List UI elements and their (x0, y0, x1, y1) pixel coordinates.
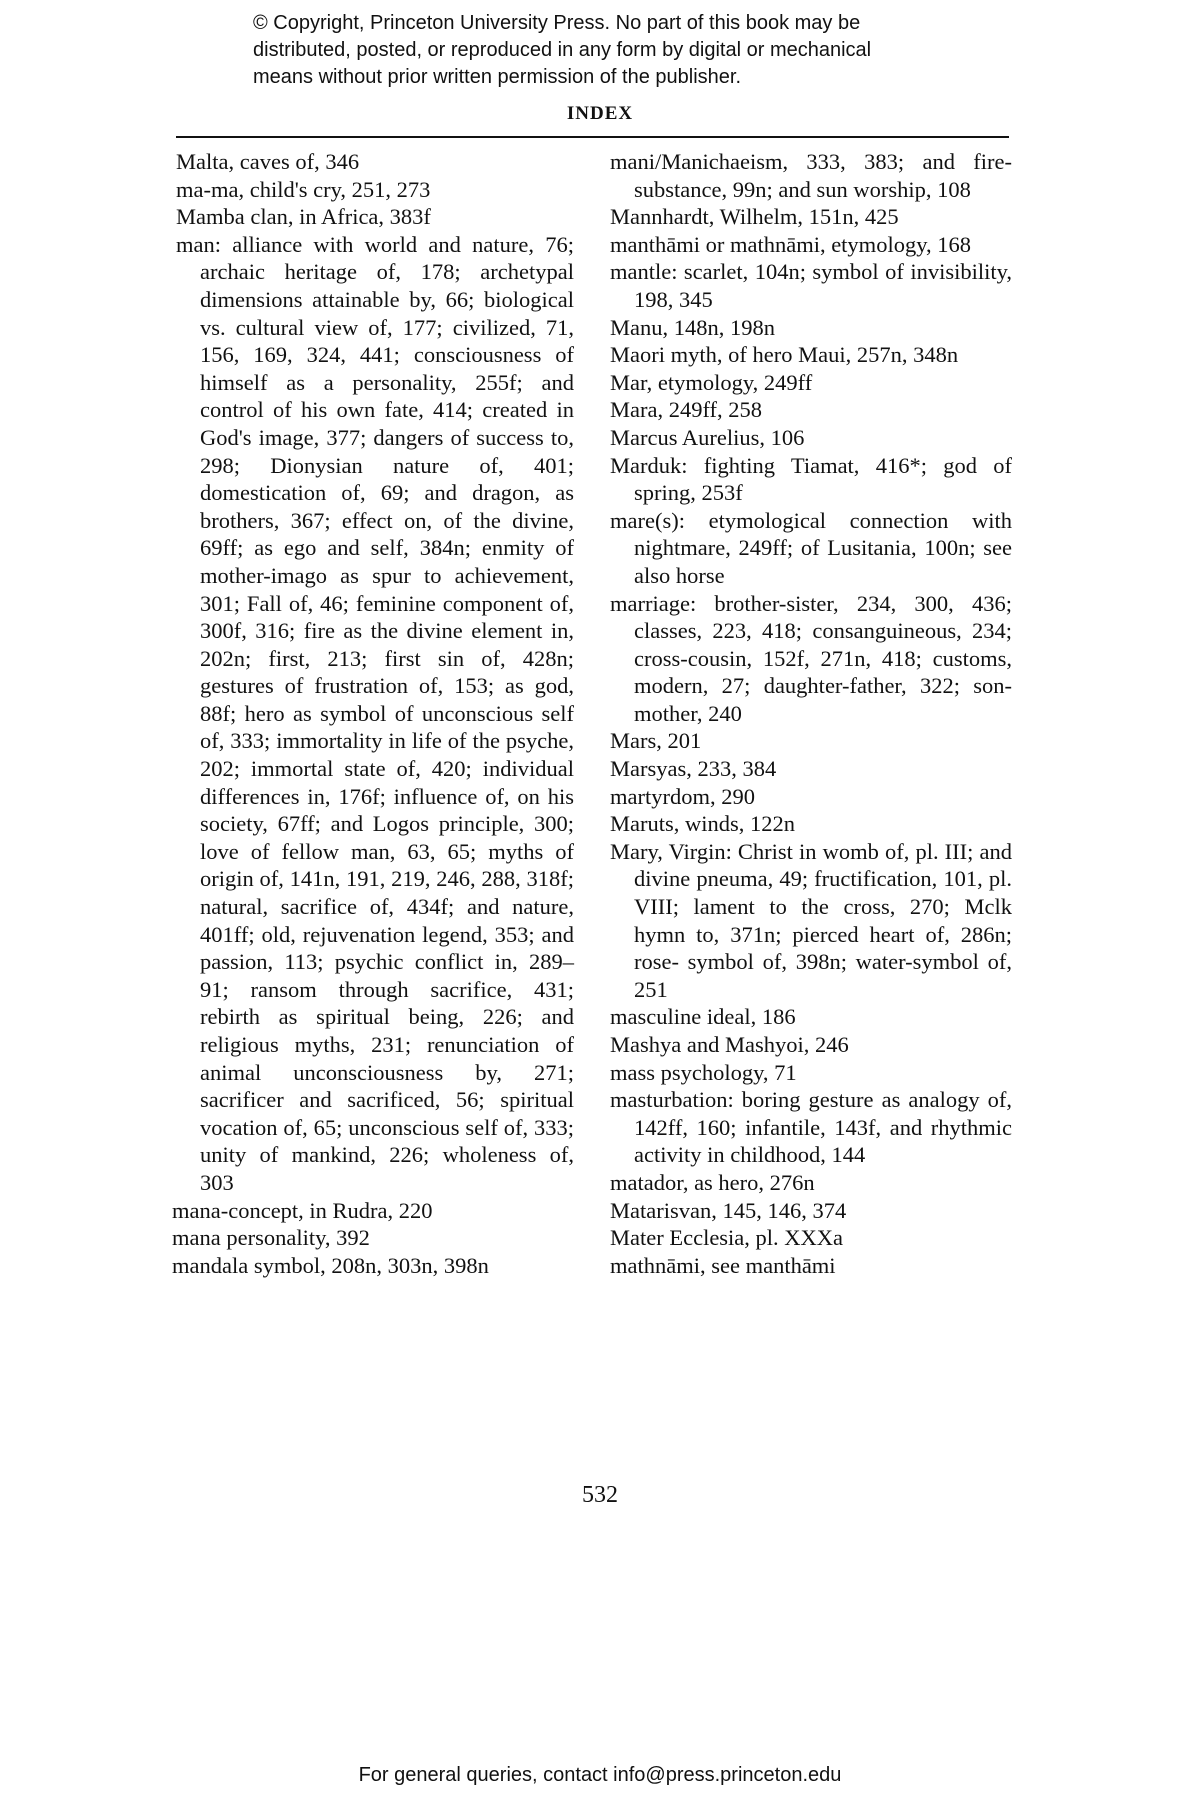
index-entry: Mary, Virgin: Christ in womb of, pl. III; and divine pneuma, 49; fructification, 101, pl. VIII; lament to the cross, 270; Mclk hymn to, 371n; pierced heart of, 286n; rose- symbol of, 398n; water-symbol of, 251 (610, 838, 1012, 1002)
index-column-right (610, 148, 1012, 1279)
index-entry: Marcus Aurelius, 106 (610, 424, 805, 450)
index-entry: Marsyas, 233, 384 (610, 756, 777, 782)
copyright-notice (253, 10, 1013, 91)
index-column-left (172, 148, 574, 1279)
index-entry: mani/Manichaeism, 333, 383; and fire-substance, 99n; and sun worship, 108 (610, 149, 1012, 202)
copyright-line: distributed, posted, or reproduced in any form by digital or mechanical (253, 39, 872, 61)
header-rule (176, 136, 1009, 138)
copyright-line: © Copyright, Princeton University Press. No part of this book may be (253, 12, 861, 34)
index-entry: mass psychology, 71 (610, 1059, 797, 1085)
index-entry: Mamba clan, in Africa, 383f (176, 204, 431, 230)
index-entry: Marduk: fighting Tiamat, 416*; god of spring, 253f (610, 452, 1012, 506)
index-entry: Matarisvan, 145, 146, 374 (610, 1197, 847, 1223)
index-entry: marriage: brother-sister, 234, 300, 436; classes, 223, 418; consanguineous, 234; cross-cousin, 152f, 271n, 418; customs, modern, 27; daughter-father, 322; son-mother, 240 (610, 590, 1012, 726)
index-entry: Malta, caves of, 346 (176, 149, 360, 174)
index-entry: mathnāmi, see manthāmi (610, 1252, 836, 1278)
index-entry: manthāmi or mathnāmi, etymology, 168 (610, 231, 971, 257)
index-entry: Mara, 249ff, 258 (610, 397, 763, 423)
index-entry: masculine ideal, 186 (610, 1004, 796, 1030)
index-entry: mandala symbol, 208n, 303n, 398n (172, 1252, 489, 1278)
index-entry: Mar, etymology, 249ff (610, 369, 813, 395)
index-entry: Mars, 201 (610, 728, 702, 754)
index-entry: mana personality, 392 (172, 1225, 370, 1251)
index-entry: mantle: scarlet, 104n; symbol of invisibility, 198, 345 (610, 259, 1012, 312)
index-entry: Mannhardt, Wilhelm, 151n, 425 (610, 204, 899, 230)
index-entry: Maruts, winds, 122n (610, 811, 795, 837)
page-number: 532 (582, 1482, 618, 1508)
index-entry: Mater Ecclesia, pl. XXXa (610, 1225, 844, 1251)
index-entry: martyrdom, 290 (610, 783, 755, 809)
index-entry: mana-concept, in Rudra, 220 (172, 1197, 433, 1223)
index-entry: masturbation: boring gesture as analogy of, 142ff, 160; infantile, 143f, and rhythmic activity in childhood, 144 (610, 1087, 1012, 1168)
running-head: INDEX (566, 103, 634, 124)
copyright-line: means without prior written permission of the publisher. (253, 66, 742, 88)
index-entry: matador, as hero, 276n (610, 1169, 815, 1195)
index-entry: Mashya and Mashyoi, 246 (610, 1032, 849, 1057)
index-entry: man: alliance with world and nature, 76; archaic heritage of, 178; archetypal dimensions attainable by, 66; biological vs. cultural view of, 177; civilized, 71, 156, 169, 324, 441; consciousness of himself as a personality, 255f; and control of his own fate, 414; created in God's image, 377; dangers of success to, 298; Dionysian nature of, 401; domestication of, 69; and dragon, as brothers, 367; effect on, of the divine, 69ff; as ego and self, 384n; enmity of mother-imago as spur to achievement, 301; Fall of, 46; feminine component of, 300f, 316; fire as the divine element in, 202n; first, 213; first sin of, 428n; gestures of frustration of, 153; as god, 88f; hero as symbol of unconscious self of, 333; immortality in life of the psyche, 202; immortal state of, 420; individual differences in, 176f; influence of, on his society, 67ff; and Logos principle, 300; love of fellow man, 63, 65; myths of origin of, 141n, 191, 219, 246, 288, 318f; natural, sacrifice of, 434f; and nature, 401ff; old, rejuvenation legend, 353; and passion, 113; psychic conflict in, 289–91; ransom through sacrifice, 431; rebirth as spiritual being, 226; and religious myths, 231; renunciation of animal unconsciousness by, 271; sacrificer and sacrificed, 56; spiritual vocation of, 65; unconscious self of, 333; unity of mankind, 226; wholeness of, 303 (176, 231, 574, 1195)
contact-footer: For general queries, contact info@press.princeton.edu (358, 1764, 842, 1786)
index-entry: ma-ma, child's cry, 251, 273 (176, 176, 431, 202)
index-entry: Manu, 148n, 198n (610, 314, 775, 340)
index-entry: Maori myth, of hero Maui, 257n, 348n (610, 342, 959, 368)
index-entry: mare(s): etymological connection with nightmare, 249ff; of Lusitania, 100n; see also horse (610, 507, 1012, 588)
